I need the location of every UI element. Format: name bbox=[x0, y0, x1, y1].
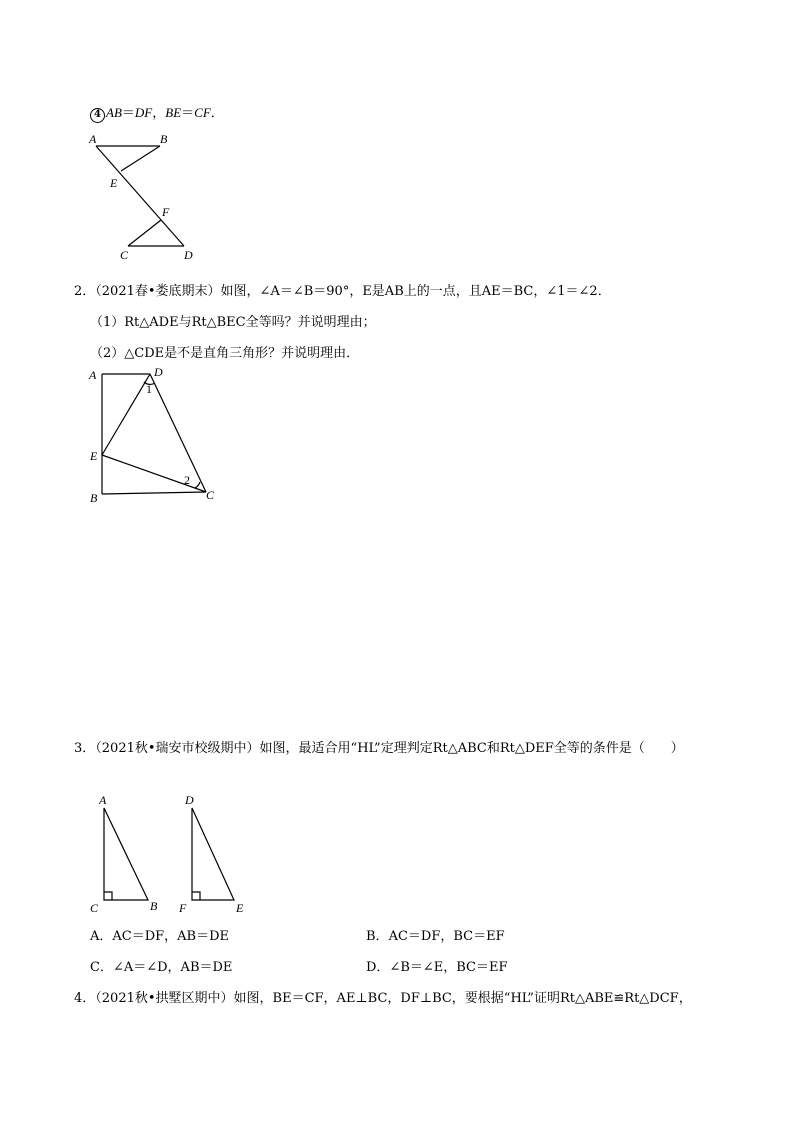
label-d: D bbox=[154, 365, 163, 379]
label-angle-2: 2 bbox=[184, 473, 190, 487]
label-a: A bbox=[89, 368, 97, 382]
label-e: E bbox=[110, 176, 118, 190]
label-b: B bbox=[90, 491, 98, 505]
segment-bc bbox=[102, 492, 206, 494]
question-4-stem: 4．（2021秋•拱墅区期中）如图，BE＝CF，AE⊥BC，DF⊥BC，要根据“HL”证明Rt△ABE≌Rt△DCF， bbox=[74, 991, 692, 1006]
circled-number-marker: 4 bbox=[90, 108, 105, 123]
segment-ec bbox=[102, 455, 206, 492]
question-2-stem: 2．（2021春•娄底期末）如图，∠A＝∠B＝90°，E是AB上的一点，且AE＝BC，∠1＝∠2． bbox=[74, 284, 611, 299]
option-d[interactable]: D．∠B＝∠E，BC＝EF bbox=[366, 960, 508, 975]
label-b: B bbox=[160, 132, 168, 146]
label-angle-1: 1 bbox=[146, 382, 152, 396]
label-a: A bbox=[89, 132, 97, 146]
segment-ad bbox=[96, 146, 184, 246]
segment-de bbox=[102, 374, 150, 455]
item4-condition: 4 AB＝DF，BE＝CF． bbox=[90, 102, 224, 123]
question-3-stem: 3．（2021秋•瑞安市校级期中）如图，最适合用“HL”定理判定Rt△ABC和Rt△DEF全等的条件是（ ） bbox=[74, 741, 684, 756]
triangle-abc bbox=[104, 808, 148, 900]
figure-3 bbox=[84, 790, 254, 915]
angle-2-arc bbox=[195, 482, 200, 488]
question-2-part-2: （2）△CDE是不是直角三角形？并说明理由． bbox=[90, 346, 360, 361]
right-angle-f bbox=[192, 892, 200, 900]
label-d: D bbox=[184, 248, 193, 262]
label-f: F bbox=[162, 205, 170, 219]
label-e: E bbox=[236, 901, 244, 915]
segment-dc bbox=[150, 374, 206, 492]
option-b[interactable]: B．AC＝DF，BC＝EF bbox=[366, 929, 505, 944]
label-c: C bbox=[90, 901, 99, 915]
figure-1 bbox=[80, 128, 210, 268]
label-e: E bbox=[90, 449, 98, 463]
label-f: F bbox=[179, 901, 187, 915]
segment-fc bbox=[128, 220, 161, 246]
triangle-def bbox=[192, 808, 234, 900]
label-d: D bbox=[185, 793, 194, 807]
label-a: A bbox=[99, 793, 107, 807]
label-c: C bbox=[120, 248, 129, 262]
right-angle-c bbox=[104, 892, 112, 900]
label-c: C bbox=[206, 488, 215, 502]
question-2-part-1: （1）Rt△ADE与Rt△BEC全等吗？并说明理由； bbox=[90, 315, 376, 330]
figure-2 bbox=[84, 362, 234, 510]
segment-be bbox=[121, 146, 160, 171]
option-c[interactable]: C．∠A＝∠D，AB＝DE bbox=[90, 960, 233, 975]
option-a[interactable]: A．AC＝DF，AB＝DE bbox=[90, 929, 230, 944]
label-b: B bbox=[150, 899, 158, 913]
